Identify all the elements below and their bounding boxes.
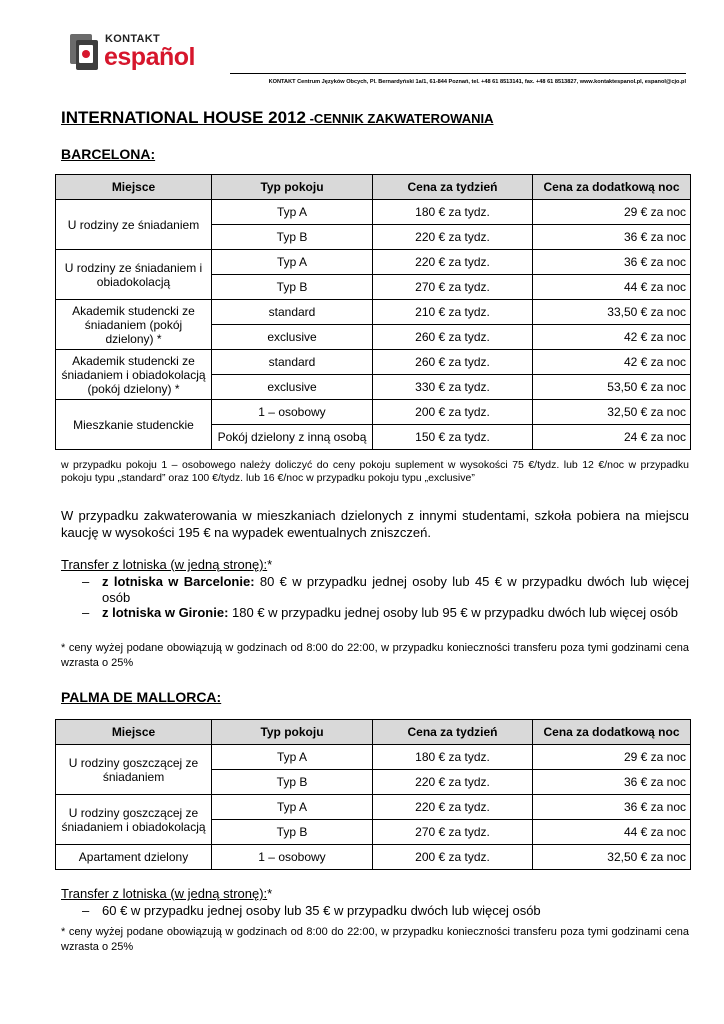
night-price-cell: 36 € za noc xyxy=(533,250,691,275)
table-row xyxy=(56,300,691,325)
deposit-paragraph: W przypadku zakwaterowania w mieszkaniach dzielonych z innymi studentami, szkoła pobiera na miejscu kaucję w wysokości 195 € na wypadek ewentualnych zniszczeń. xyxy=(61,508,689,540)
room-type-cell: Typ B xyxy=(212,820,373,845)
room-type-cell: Typ A xyxy=(212,745,373,770)
palma-heading: PALMA DE MALLORCA: xyxy=(61,689,222,705)
table-row xyxy=(56,350,691,375)
night-price-cell: 32,50 € za noc xyxy=(533,400,691,425)
night-price-cell: 44 € za noc xyxy=(533,820,691,845)
night-price-cell: 32,50 € za noc xyxy=(533,845,691,870)
room-type-cell: Typ B xyxy=(212,275,373,300)
transfer-location: z lotniska w Gironie: xyxy=(102,605,229,620)
column-header: Cena za dodatkową noc xyxy=(533,720,691,745)
title-main: INTERNATIONAL HOUSE 2012 xyxy=(61,108,306,127)
room-type-cell: Pokój dzielony z inną osobą xyxy=(212,425,373,450)
room-type-cell: Typ A xyxy=(212,795,373,820)
room-type-cell: exclusive xyxy=(212,325,373,350)
barcelona-price-table xyxy=(55,174,691,450)
week-price-cell: 200 € za tydz. xyxy=(373,400,533,425)
transfer-heading-text: Transfer z lotniska (w jedną stronę): xyxy=(61,886,268,901)
header-divider xyxy=(230,73,686,74)
table-row xyxy=(56,795,691,820)
week-price-cell: 200 € za tydz. xyxy=(373,845,533,870)
room-type-cell: standard xyxy=(212,300,373,325)
transfer-asterisk: * xyxy=(267,886,273,901)
list-item-text xyxy=(102,574,689,606)
place-cell: U rodziny goszczącej ze śniadaniem xyxy=(56,745,212,795)
night-price-cell: 24 € za noc xyxy=(533,425,691,450)
table-row xyxy=(56,400,691,425)
list-item-text xyxy=(102,605,689,621)
week-price-cell: 210 € za tydz. xyxy=(373,300,533,325)
column-header: Cena za tydzień xyxy=(373,175,533,200)
column-header: Typ pokoju xyxy=(212,720,373,745)
page-title xyxy=(61,108,494,128)
night-price-cell: 36 € za noc xyxy=(533,795,691,820)
week-price-cell: 220 € za tydz. xyxy=(373,770,533,795)
single-room-supplement-note: w przypadku pokoju 1 – osobowego należy doliczyć do ceny pokoju suplement w wysokości 75 €/tydz. lub 12 €/noc w przypadku pokoju typu „standard” oraz 100 €/tydz. lub 16 €/noc w przypadku pokoju typu „exclusive” xyxy=(61,459,689,484)
column-header: Cena za dodatkową noc xyxy=(533,175,691,200)
room-type-cell: Typ A xyxy=(212,200,373,225)
place-cell: Apartament dzielony xyxy=(56,845,212,870)
night-price-cell: 36 € za noc xyxy=(533,225,691,250)
night-price-cell: 33,50 € za noc xyxy=(533,300,691,325)
list-item xyxy=(82,574,689,606)
transfer-location: z lotniska w Barcelonie: xyxy=(102,574,255,589)
night-price-cell: 42 € za noc xyxy=(533,350,691,375)
logo-mark-icon xyxy=(68,31,100,71)
column-header: Miejsce xyxy=(56,720,212,745)
week-price-cell: 220 € za tydz. xyxy=(373,250,533,275)
place-cell: U rodziny ze śniadaniem i obiadokolacją xyxy=(56,250,212,300)
table-header-row xyxy=(56,720,691,745)
column-header: Cena za tydzień xyxy=(373,720,533,745)
room-type-cell: Typ B xyxy=(212,770,373,795)
dash-bullet: – xyxy=(82,574,90,589)
week-price-cell: 150 € za tydz. xyxy=(373,425,533,450)
week-price-cell: 330 € za tydz. xyxy=(373,375,533,400)
room-type-cell: exclusive xyxy=(212,375,373,400)
night-price-cell: 42 € za noc xyxy=(533,325,691,350)
list-item-text: 60 € w przypadku jednej osoby lub 35 € w przypadku dwóch lub więcej osób xyxy=(102,903,541,918)
room-type-cell: 1 – osobowy xyxy=(212,400,373,425)
company-address: KONTAKT Centrum Języków Obcych, Pl. Bernardyński 1a/1, 61-844 Poznań, tel. +48 61 8513141, fax. +48 61 8513827, www.kontaktespanol.pl, espanol@cjo.pl xyxy=(268,79,686,85)
night-price-cell: 36 € za noc xyxy=(533,770,691,795)
table-header-row xyxy=(56,175,691,200)
week-price-cell: 180 € za tydz. xyxy=(373,745,533,770)
logo-espanol-text: español xyxy=(104,43,195,71)
column-header: Typ pokoju xyxy=(212,175,373,200)
palma-price-table xyxy=(55,719,691,870)
week-price-cell: 220 € za tydz. xyxy=(373,795,533,820)
week-price-cell: 270 € za tydz. xyxy=(373,275,533,300)
night-price-cell: 44 € za noc xyxy=(533,275,691,300)
transfer-asterisk: * xyxy=(267,557,273,572)
place-cell: Akademik studencki ze śniadaniem i obiadokolacją (pokój dzielony) * xyxy=(56,350,212,400)
room-type-cell: standard xyxy=(212,350,373,375)
transfer-price: 80 € w przypadku jednej osoby lub 45 € w przypadku dwóch lub więcej osób xyxy=(102,574,690,605)
room-type-cell: Typ A xyxy=(212,250,373,275)
table-row xyxy=(56,200,691,225)
week-price-cell: 180 € za tydz. xyxy=(373,200,533,225)
table-row xyxy=(56,250,691,275)
barcelona-transfer-heading xyxy=(61,556,689,573)
list-item xyxy=(82,605,689,621)
logo-kontakt-text: KONTAKT xyxy=(105,33,161,45)
night-price-cell: 53,50 € za noc xyxy=(533,375,691,400)
dash-bullet: – xyxy=(82,605,90,620)
company-logo xyxy=(68,29,228,77)
week-price-cell: 260 € za tydz. xyxy=(373,325,533,350)
night-price-cell: 29 € za noc xyxy=(533,200,691,225)
barcelona-footnote: * ceny wyżej podane obowiązują w godzinach od 8:00 do 22:00, w przypadku konieczności transferu poza tymi godzinami cena wzrasta o 25% xyxy=(61,642,689,669)
title-sub: -CENNIK ZAKWATEROWANIA xyxy=(305,111,494,126)
room-type-cell: Typ B xyxy=(212,225,373,250)
palma-transfer-heading xyxy=(61,885,689,902)
table-row xyxy=(56,745,691,770)
transfer-price: 180 € w przypadku jednej osoby lub 95 € w przypadku dwóch lub więcej osób xyxy=(228,605,678,620)
week-price-cell: 270 € za tydz. xyxy=(373,820,533,845)
list-item xyxy=(82,903,689,919)
room-type-cell: 1 – osobowy xyxy=(212,845,373,870)
transfer-heading-text: Transfer z lotniska (w jedną stronę): xyxy=(61,557,268,572)
place-cell: Akademik studencki ze śniadaniem (pokój dzielony) * xyxy=(56,300,212,350)
barcelona-heading: BARCELONA: xyxy=(61,146,156,162)
week-price-cell: 220 € za tydz. xyxy=(373,225,533,250)
palma-footnote: * ceny wyżej podane obowiązują w godzinach od 8:00 do 22:00, w przypadku konieczności transferu poza tymi godzinami cena wzrasta o 25% xyxy=(61,926,689,953)
night-price-cell: 29 € za noc xyxy=(533,745,691,770)
place-cell: Mieszkanie studenckie xyxy=(56,400,212,450)
week-price-cell: 260 € za tydz. xyxy=(373,350,533,375)
place-cell: U rodziny goszczącej ze śniadaniem i obiadokolacją xyxy=(56,795,212,845)
place-cell: U rodziny ze śniadaniem xyxy=(56,200,212,250)
column-header: Miejsce xyxy=(56,175,212,200)
dash-bullet: – xyxy=(82,903,90,918)
table-row xyxy=(56,845,691,870)
